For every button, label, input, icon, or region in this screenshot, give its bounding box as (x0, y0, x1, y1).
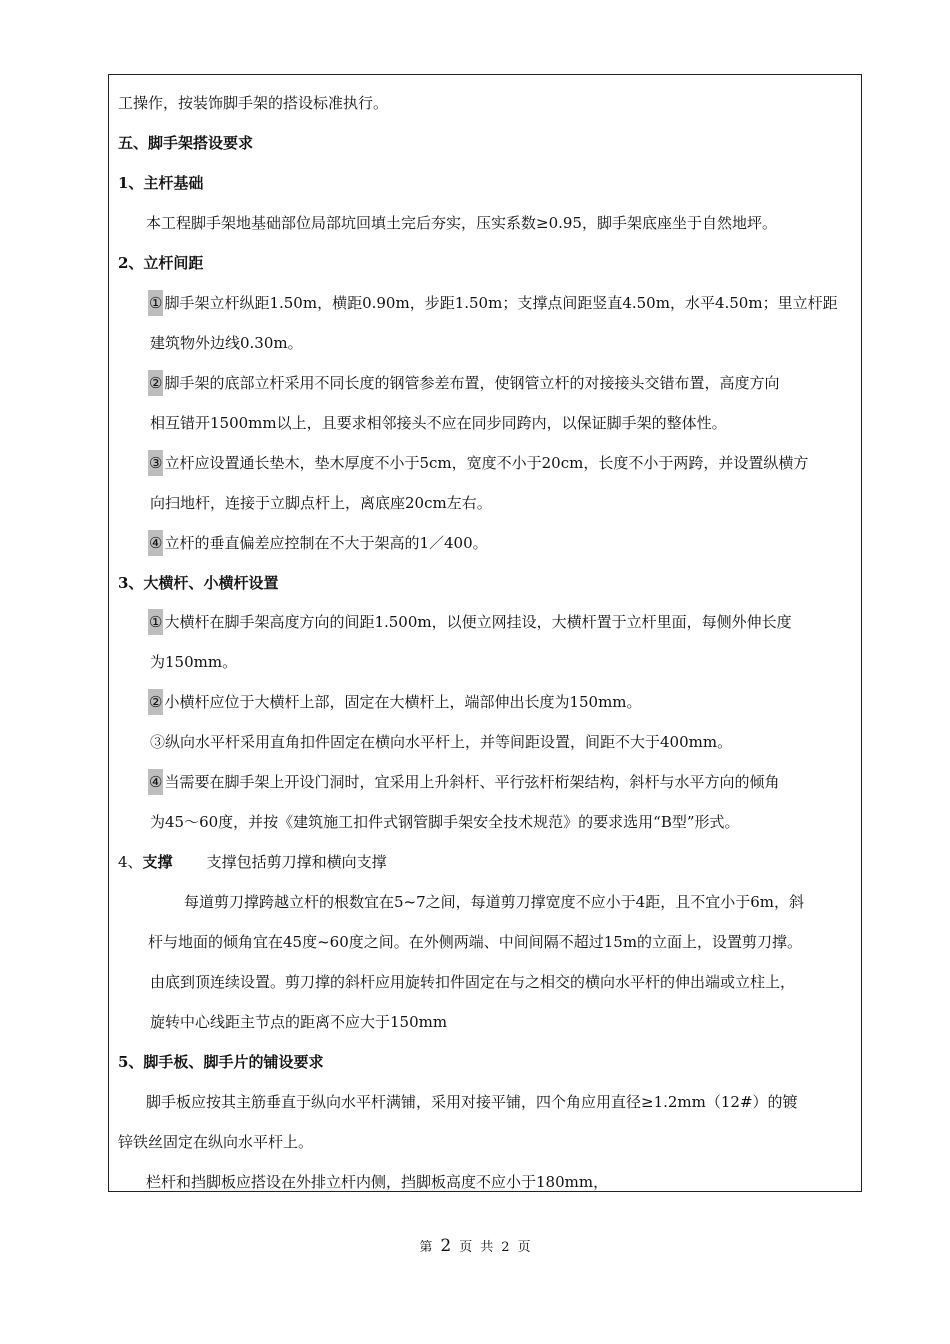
list-item-bars-1 (148, 612, 792, 632)
text-line-continued: 工操作，按装饰脚手架的搭设标准执行。 (118, 94, 389, 112)
paragraph-boards-1-cont: 锌铁丝固定在纵向水平杆上。 (118, 1133, 314, 1151)
item-number-mark: ③ (148, 450, 163, 476)
list-item-spacing-4 (148, 533, 488, 553)
paragraph-bracing-2: 杆与地面的倾角宜在45度~60度之间。在外侧两端、中间间隔不超过15m的立面上，设置剪刀撑。 (148, 933, 803, 951)
list-item-bars-4 (148, 772, 779, 792)
footer-label-total: 共 (480, 1240, 494, 1255)
paragraph-bracing-4: 旋转中心线距主节点的距离不应大于150mm (150, 1013, 448, 1031)
item-text: 脚手架的底部立杆采用不同长度的钢管参差布置，使钢管立杆的对接接头交错布置，高度方向 (164, 374, 780, 392)
item-text: 立杆的垂直偏差应控制在不大于架高的1／400。 (164, 534, 488, 552)
list-item-spacing-3 (148, 453, 808, 473)
heading-bracing (118, 852, 387, 872)
list-item-bars-3: ③纵向水平杆采用直角扣件固定在横向水平杆上，并等间距设置，间距不大于400mm。 (150, 733, 733, 751)
heading-main-pole-foundation: 1、主杆基础 (118, 174, 204, 192)
item-number-mark: ② (148, 370, 163, 396)
footer-label-ye2: 页 (517, 1240, 531, 1255)
list-item-spacing-1 (148, 293, 838, 313)
list-item-bars-1-cont: 为150mm。 (150, 653, 238, 671)
item-text: 立杆应设置通长垫木，垫木厚度不小于5cm，宽度不小于20cm，长度不小于两跨，并设置纵横方 (164, 454, 809, 472)
item-number-mark: ④ (148, 530, 163, 556)
list-item-bars-2 (148, 692, 642, 712)
item-number-mark: ② (148, 689, 163, 715)
paragraph-boards-1: 脚手板应按其主筋垂直于纵向水平杆满铺，采用对接平铺，四个角应用直径≥1.2mm（12#）的镀 (146, 1093, 798, 1111)
list-item-spacing-2-cont: 相互错开1500mm以上，且要求相邻接头不应在同步同跨内，以保证脚手架的整体性。 (150, 414, 727, 432)
item-number-mark: ① (148, 290, 163, 316)
list-item-spacing-2 (148, 373, 779, 393)
item-text: 大横杆在脚手架高度方向的间距1.500m，以便立网挂设，大横杆置于立杆里面，每侧外伸长度 (164, 613, 792, 631)
page-footer (0, 1236, 950, 1256)
footer-label-ye: 页 (459, 1240, 473, 1255)
total-pages: 2 (501, 1240, 510, 1255)
list-item-spacing-1-cont: 建筑物外边线0.30m。 (150, 334, 303, 352)
item-text: 当需要在脚手架上开设门洞时，宜采用上升斜杆、平行弦杆桁架结构，斜杆与水平方向的倾角 (164, 773, 780, 791)
heading-bracing-number: 4、 (118, 853, 143, 871)
item-text: 小横杆应位于大横杆上部，固定在大横杆上，端部伸出长度为150mm。 (164, 693, 642, 711)
heading-pole-spacing: 2、立杆间距 (118, 254, 204, 272)
heading-horizontal-bars: 3、大横杆、小横杆设置 (118, 574, 279, 592)
heading-bracing-title: 支撑 (142, 853, 173, 871)
heading-scaffold-boards: 5、脚手板、脚手片的铺设要求 (118, 1053, 324, 1071)
paragraph-boards-2: 栏杆和挡脚板应搭设在外排立杆内侧，挡脚板高度不应小于180mm， (146, 1173, 609, 1191)
list-item-spacing-3-cont: 向扫地杆，连接于立脚点杆上，离底座20cm左右。 (150, 494, 492, 512)
paragraph-bracing-3: 由底到顶连续设置。剪刀撑的斜杆应用旋转扣件固定在与之相交的横向水平杆的伸出端或立柱上， (150, 973, 796, 991)
item-number-mark: ① (148, 609, 163, 635)
item-number-mark: ④ (148, 769, 163, 795)
footer-label-page: 第 (419, 1240, 433, 1255)
heading-bracing-desc: 支撑包括剪刀撑和横向支撑 (206, 853, 387, 871)
page-number: 2 (440, 1236, 452, 1256)
section-title-5: 五、脚手架搭设要求 (118, 134, 254, 152)
list-item-bars-4-cont: 为45～60度，并按《建筑施工扣件式钢管脚手架安全技术规范》的要求选用“B型”形式。 (150, 813, 740, 831)
paragraph-bracing-1: 每道剪刀撑跨越立杆的根数宜在5~7之间，每道剪刀撑宽度不应小于4距，且不宜小于6m，斜 (184, 893, 804, 911)
item-text: 脚手架立杆纵距1.50m，横距0.90m，步距1.50m；支撑点间距竖直4.50m，水平4.50m；里立杆距 (164, 294, 838, 312)
paragraph-foundation: 本工程脚手架地基础部位局部坑回填土完后夯实，压实系数≥0.95，脚手架底座坐于自然地坪。 (146, 214, 777, 232)
